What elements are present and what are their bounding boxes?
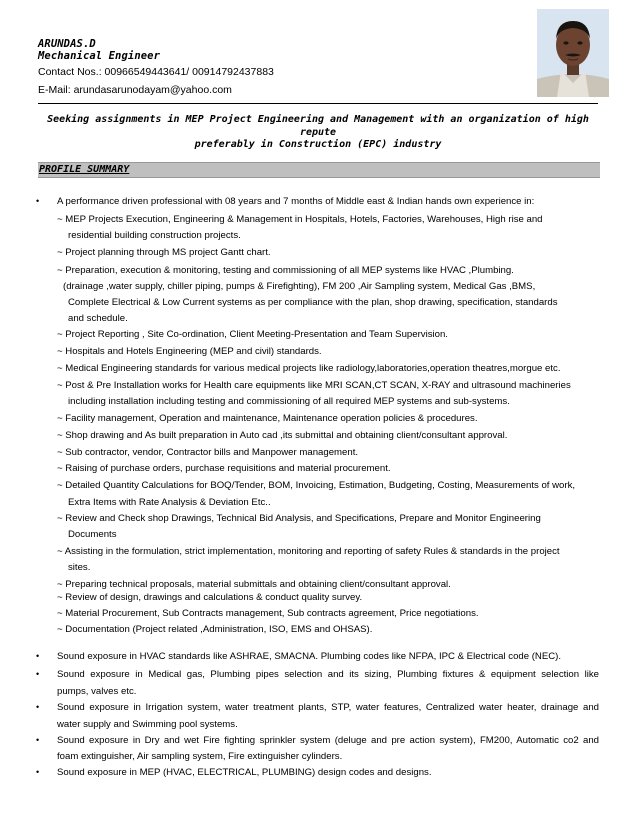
- section-heading-text: PROFILE SUMMARY: [39, 164, 130, 175]
- summary-line: ~ Facility management, Operation and maintenance, Maintenance operation policies & procedures.: [57, 413, 478, 424]
- bullet-icon: •: [36, 669, 40, 679]
- email-address: E-Mail: arundasarunodayam@yahoo.com: [38, 84, 232, 96]
- exposure-item-continuation: pumps, valves etc.: [57, 686, 137, 697]
- summary-line: ~ Preparation, execution & monitoring, testing and commissioning of all MEP systems like HVAC ,Plumbing.: [57, 265, 514, 276]
- summary-line: ~ Preparing technical proposals, material submittals and obtaining client/consultant approval.: [57, 579, 451, 590]
- exposure-item-continuation: water supply and Swimming pool systems.: [57, 719, 238, 730]
- header-divider: [38, 103, 598, 104]
- summary-line: Documents: [68, 529, 117, 540]
- candidate-title: Mechanical Engineer: [38, 50, 161, 62]
- summary-line: ~ Assisting in the formulation, strict implementation, monitoring and reporting of safety Rules & standards in the project: [57, 546, 560, 557]
- summary-line: ~ Project planning through MS project Gantt chart.: [57, 247, 271, 258]
- exposure-item: Sound exposure in Irrigation system, water treatment plants, STP, water features, Centralized water heater, drainage and: [57, 702, 599, 713]
- bullet-icon: •: [36, 735, 40, 745]
- profile-intro: A performance driven professional with 08 years and 7 months of Middle east & Indian hands own experience in:: [57, 196, 535, 207]
- profile-photo: [537, 9, 609, 97]
- summary-line: including installation including testing and commissioning of all required MEP systems and sub-systems.: [68, 396, 510, 407]
- candidate-name: ARUNDAS.D: [38, 38, 96, 50]
- exposure-item: Sound exposure in Dry and wet Fire fighting sprinkler system (deluge and pre action system), FM200, Automatic co2 and: [57, 735, 599, 746]
- bullet-icon: •: [36, 702, 40, 712]
- objective-line-2: repute: [299, 126, 337, 138]
- summary-line: ~ Material Procurement, Sub Contracts management, Sub contracts agreement, Price negotiations.: [57, 608, 479, 619]
- summary-line: and schedule.: [68, 313, 128, 324]
- exposure-item: Sound exposure in HVAC standards like ASHRAE, SMACNA. Plumbing codes like NFPA, IPC & Electrical code (NEC).: [57, 651, 562, 662]
- summary-line: ~ Post & Pre Installation works for Health care equipments like MRI SCAN,CT SCAN, X-RAY and ultrasound machineries: [57, 380, 571, 391]
- career-objective: [38, 114, 598, 152]
- summary-line: residential building construction projects.: [68, 230, 241, 241]
- summary-line: ~ Detailed Quantity Calculations for BOQ/Tender, BOM, Invoicing, Estimation, Budgeting, Costing, Measurements of work,: [57, 480, 576, 491]
- summary-line: ~ Documentation (Project related ,Administration, ISO, EMS and OHSAS).: [57, 624, 373, 635]
- contact-numbers: Contact Nos.: 00966549443641/ 00914792437883: [38, 66, 274, 78]
- summary-line: ~ Shop drawing and As built preparation in Auto cad ,its submittal and obtaining client/consultant approval.: [57, 430, 508, 441]
- summary-line: sites.: [68, 562, 91, 573]
- summary-line: ~ Raising of purchase orders, purchase requisitions and material procurement.: [57, 463, 391, 474]
- objective-line-1: Seeking assignments in MEP Project Engineering and Management with an organization of high: [47, 114, 589, 125]
- exposure-item: Sound exposure in Medical gas, Plumbing pipes selection and its sizing, Plumbing fixtures & equipment selection like: [57, 669, 599, 680]
- summary-line: Extra Items with Rate Analysis & Deviation Etc..: [68, 497, 271, 508]
- objective-line-3: preferably in Construction (EPC) industry: [194, 139, 442, 150]
- exposure-item: Sound exposure in MEP (HVAC, ELECTRICAL, PLUMBING) design codes and designs.: [57, 767, 432, 778]
- summary-line: (drainage ,water supply, chiller piping, pumps & Firefighting), FM 200 ,Air Sampling system, Medical Gas ,BMS,: [63, 281, 536, 292]
- exposure-item-continuation: foam extinguisher, Air sampling system, Fire extinguisher cylinders.: [57, 751, 343, 762]
- summary-line: ~ Sub contractor, vendor, Contractor bills and Manpower management.: [57, 447, 359, 458]
- summary-line: ~ Hospitals and Hotels Engineering (MEP and civil) standards.: [57, 346, 322, 357]
- summary-line: ~ Medical Engineering standards for various medical projects like radiology,laboratories,operation theatres,morgue etc.: [57, 363, 561, 374]
- summary-line: ~ Project Reporting , Site Co-ordination, Client Meeting-Presentation and Team Supervision.: [57, 329, 448, 340]
- summary-line: ~ Review and Check shop Drawings, Technical Bid Analysis, and Specifications, Prepare and Monitor Engineering: [57, 513, 541, 524]
- bullet-icon: •: [36, 767, 40, 777]
- bullet-icon: •: [36, 196, 40, 206]
- summary-line: ~ MEP Projects Execution, Engineering & Management in Hospitals, Hotels, Factories, Warehouses, High rise and: [57, 214, 543, 225]
- summary-line: Complete Electrical & Low Current systems as per compliance with the plan, shop drawing, specification, standards: [68, 297, 558, 308]
- bullet-icon: •: [36, 651, 40, 661]
- summary-line: ~ Review of design, drawings and calculations & conduct quality survey.: [57, 592, 363, 603]
- profile-summary-heading: [38, 162, 600, 178]
